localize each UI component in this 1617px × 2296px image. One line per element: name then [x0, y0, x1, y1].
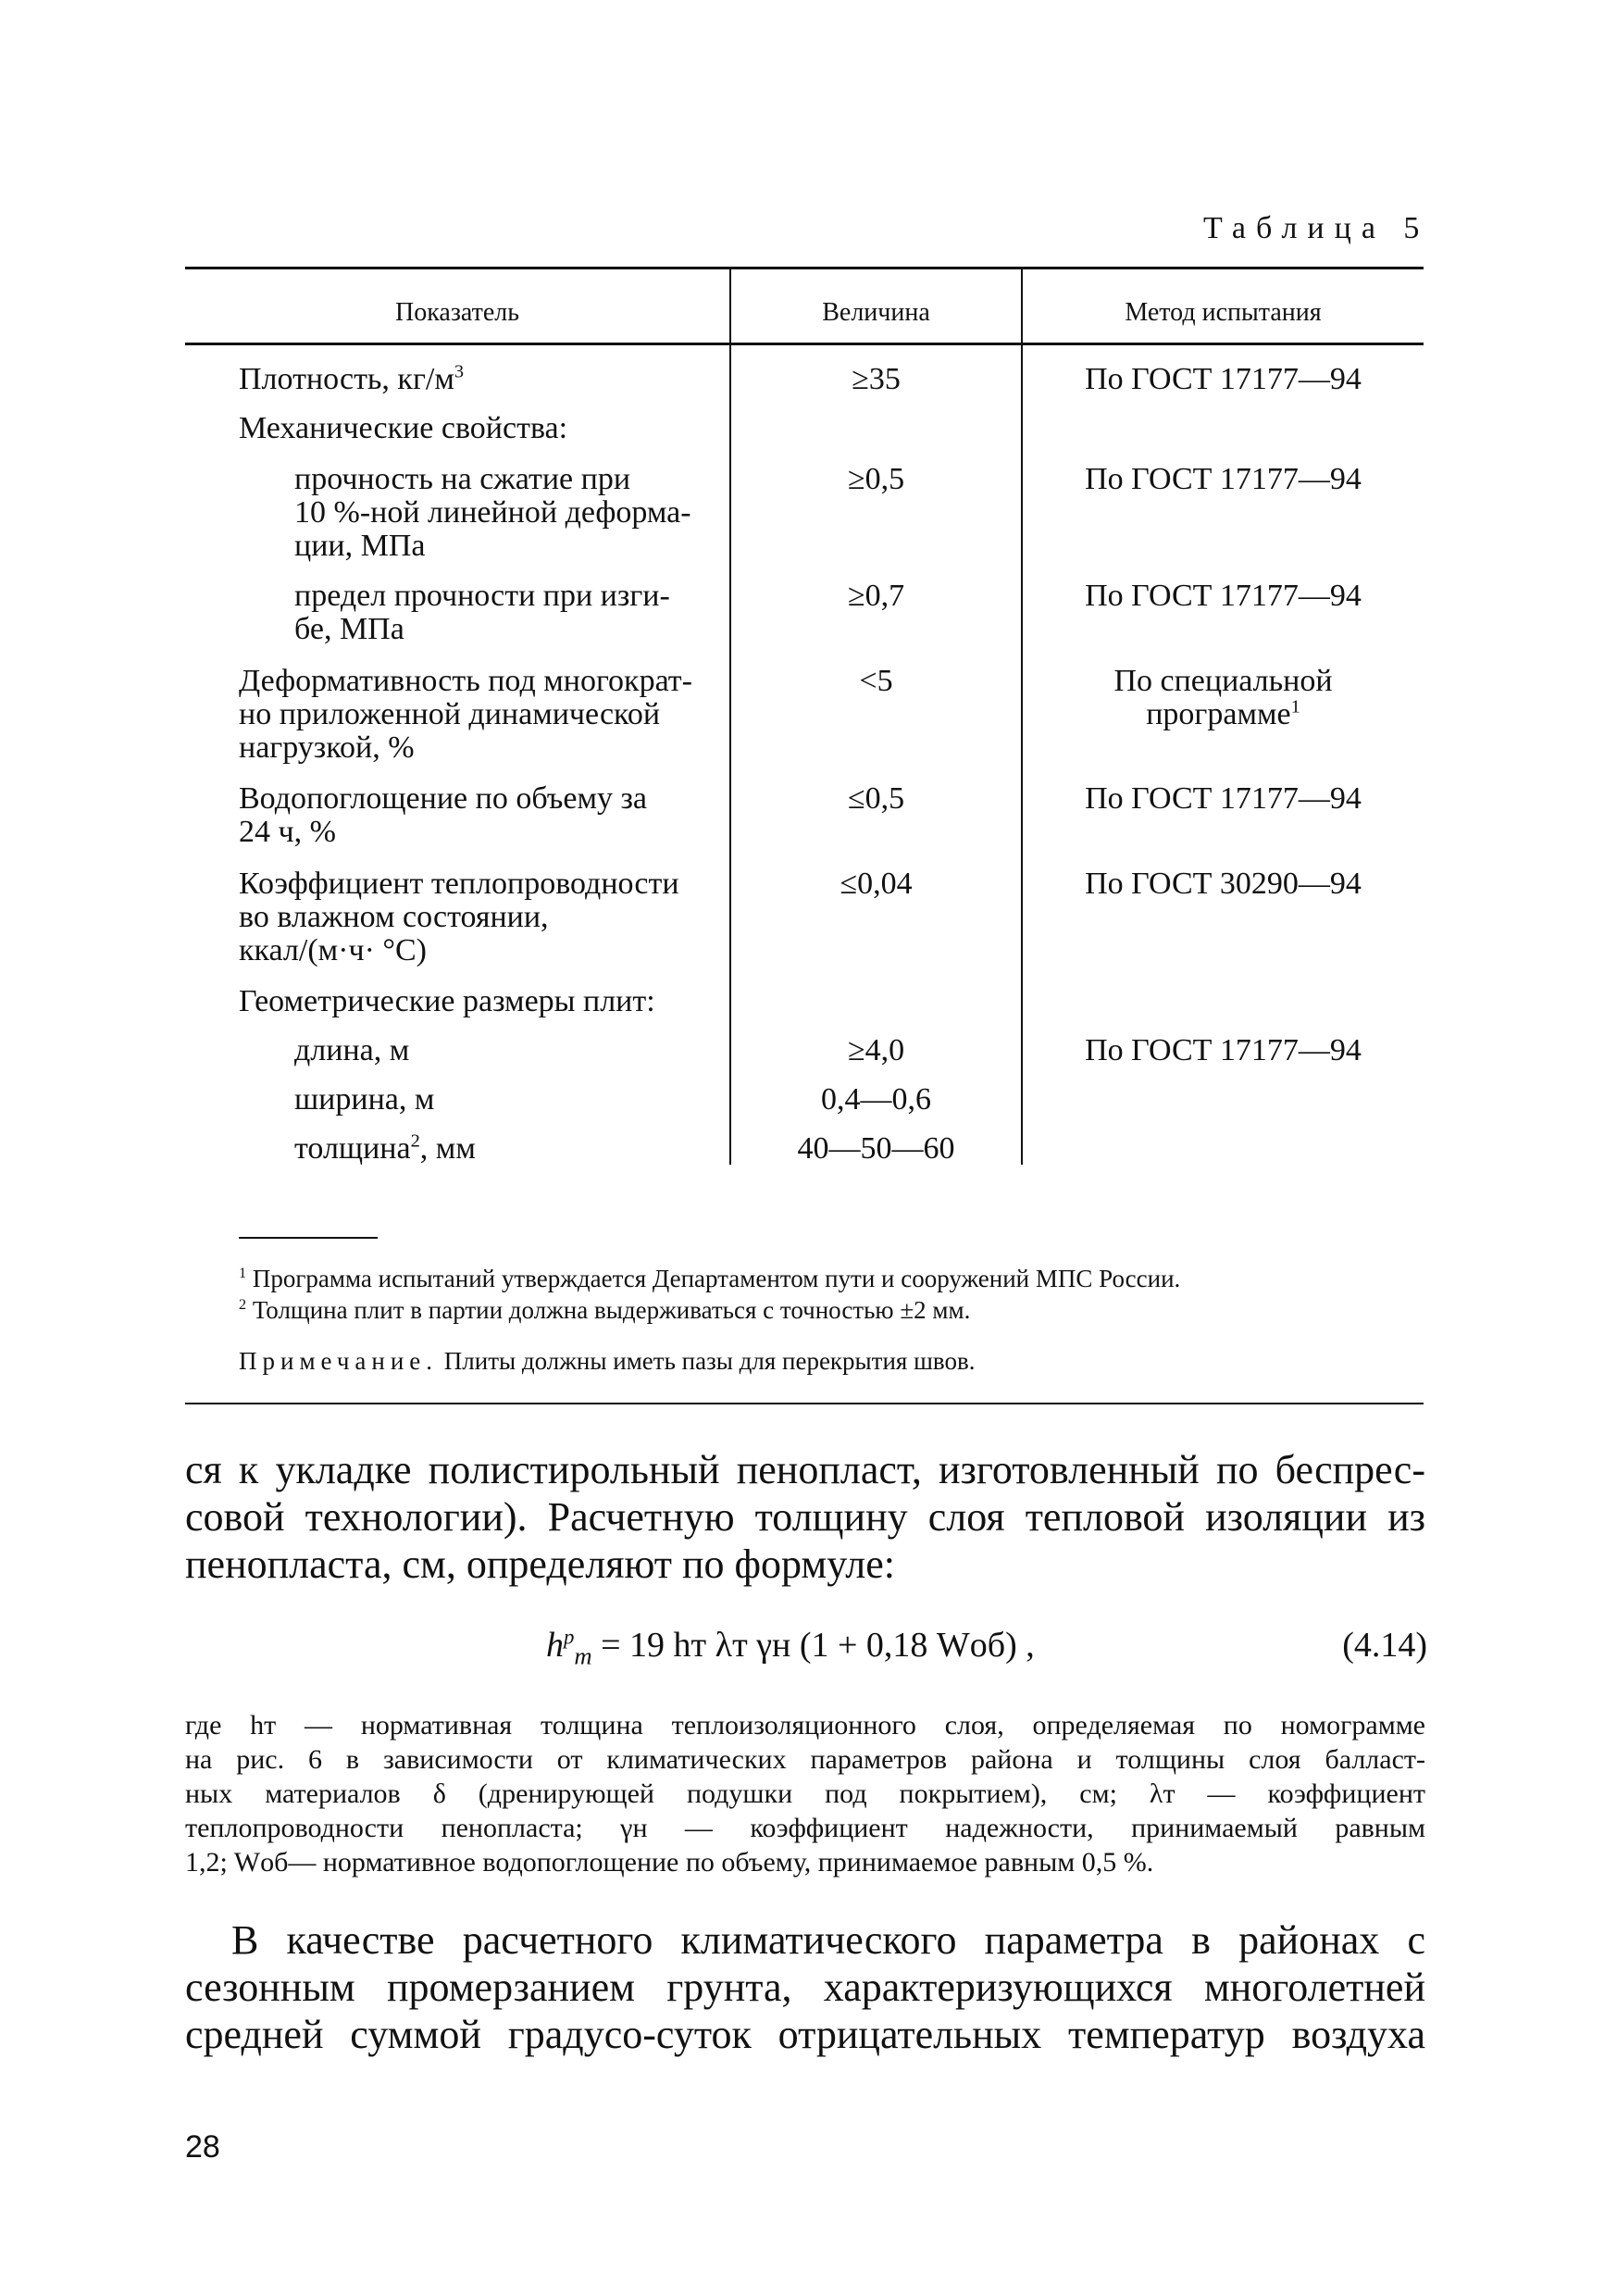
- table-cell-method: По ГОСТ 17177—94: [1085, 362, 1362, 396]
- table-cell-value: ≤0,5: [847, 781, 905, 816]
- equation-number: (4.14): [1342, 1626, 1427, 1665]
- table-row: Геометрические размеры плит:: [239, 984, 655, 1018]
- table-row: Плотность, $кг/м^3$: [239, 361, 465, 396]
- header-indicator: Показатель: [395, 298, 519, 327]
- table-cell-value: ≤0,04: [840, 867, 913, 901]
- table-cell-value: 40—50—60: [797, 1131, 955, 1166]
- formula-explanation: на рис. 6 в зависимости от климатических параметров района и толщины слоя балласт-: [185, 1744, 1425, 1775]
- table-row: Деформативность под многократ- но приложенной динамической нагрузкой, %: [239, 664, 692, 765]
- table-cell-method: По ГОСТ 17177—94: [1085, 579, 1362, 613]
- paragraph: ся к укладке полистирольный пенопласт, изготовленный по беспрес-: [185, 1447, 1425, 1492]
- table-cell-value: 0,4—0,6: [821, 1082, 931, 1117]
- table-row: толщина$^2$, мм: [294, 1130, 476, 1166]
- header-method: Метод испытания: [1125, 298, 1322, 327]
- paragraph: пенопласта, см, определяют по формуле:: [185, 1541, 895, 1587]
- paragraph: сезонным промерзанием грунта, характеризующихся многолетней: [185, 1965, 1425, 2010]
- table-cell-value: ≥4,0: [847, 1033, 905, 1067]
- table-cell-method: По ГОСТ 17177—94: [1085, 1033, 1362, 1067]
- table-cell-value: ≥0,5: [847, 462, 905, 496]
- table-title: Таблица 5: [1203, 211, 1430, 245]
- formula: $h^р_т = 19$ hт λт γн (1 + 0,18 Wоб) ,: [546, 1625, 1035, 1670]
- table-cell-value: <5: [859, 664, 893, 698]
- formula-explanation: где hт — нормативная толщина теплоизоляционного слоя, определяемая по номограмме: [185, 1710, 1425, 1741]
- table-cell-value: ≥35: [852, 362, 901, 396]
- footnote-2: $^2$ Толщина плит в партии должна выдерживаться с точностью ±2 мм.: [239, 1296, 971, 1324]
- table-cell-value: ≥0,7: [847, 579, 905, 613]
- table-cell-method: По ГОСТ 30290—94: [1085, 867, 1362, 901]
- paragraph: средней суммой градусо-суток отрицательных температур воздуха: [185, 2012, 1425, 2057]
- header-value: Величина: [822, 298, 930, 327]
- table-cell-method: По ГОСТ 17177—94: [1085, 462, 1362, 496]
- paragraph: совой технологии). Расчетную толщину слоя тепловой изоляции из: [185, 1494, 1425, 1540]
- table-note: Примечание. Плиты должны иметь пазы для перекрытия швов.: [239, 1347, 976, 1375]
- table-row: Водопоглощение по объему за 24 ч, %: [239, 781, 647, 849]
- table-row: Механические свойства:: [239, 411, 568, 445]
- table-row: ширина, м: [294, 1082, 435, 1117]
- table-column-divider-1: [729, 267, 731, 1165]
- formula-explanation: 1,2; Wоб— нормативное водопоглощение по объему, принимаемое равным 0,5 %.: [185, 1847, 1154, 1878]
- formula-explanation: теплопроводности пенопласта; γн — коэффициент надежности, принимаемый равным: [185, 1813, 1425, 1843]
- table-cell-method: По специальной программе$^1$: [1113, 664, 1333, 731]
- table-row: предел прочности при изги- бе, МПа: [294, 579, 670, 646]
- table-row: прочность на сжатие при 10 %-ной линейной деформа- ции, МПа: [294, 462, 691, 563]
- section-divider: [185, 1403, 1424, 1404]
- footnote-rule: [239, 1237, 378, 1239]
- table-top-rule: [185, 267, 1424, 269]
- footnote-1: $^1$ Программа испытаний утверждается Департаментом пути и сооружений МПС России.: [239, 1265, 1181, 1292]
- paragraph: В качестве расчетного климатического параметра в районах с: [231, 1917, 1425, 1963]
- table-header-rule: [185, 343, 1424, 345]
- formula-explanation: ных материалов δ (дренирующей подушки под покрытием), см; λт — коэффициент: [185, 1778, 1425, 1809]
- table-row: Коэффициент теплопроводности во влажном состоянии, ккал/(м·ч· °С): [239, 867, 679, 967]
- table-cell-method: По ГОСТ 17177—94: [1085, 781, 1362, 816]
- page-number: 28: [185, 2129, 220, 2165]
- table-row: длина, м: [294, 1033, 410, 1067]
